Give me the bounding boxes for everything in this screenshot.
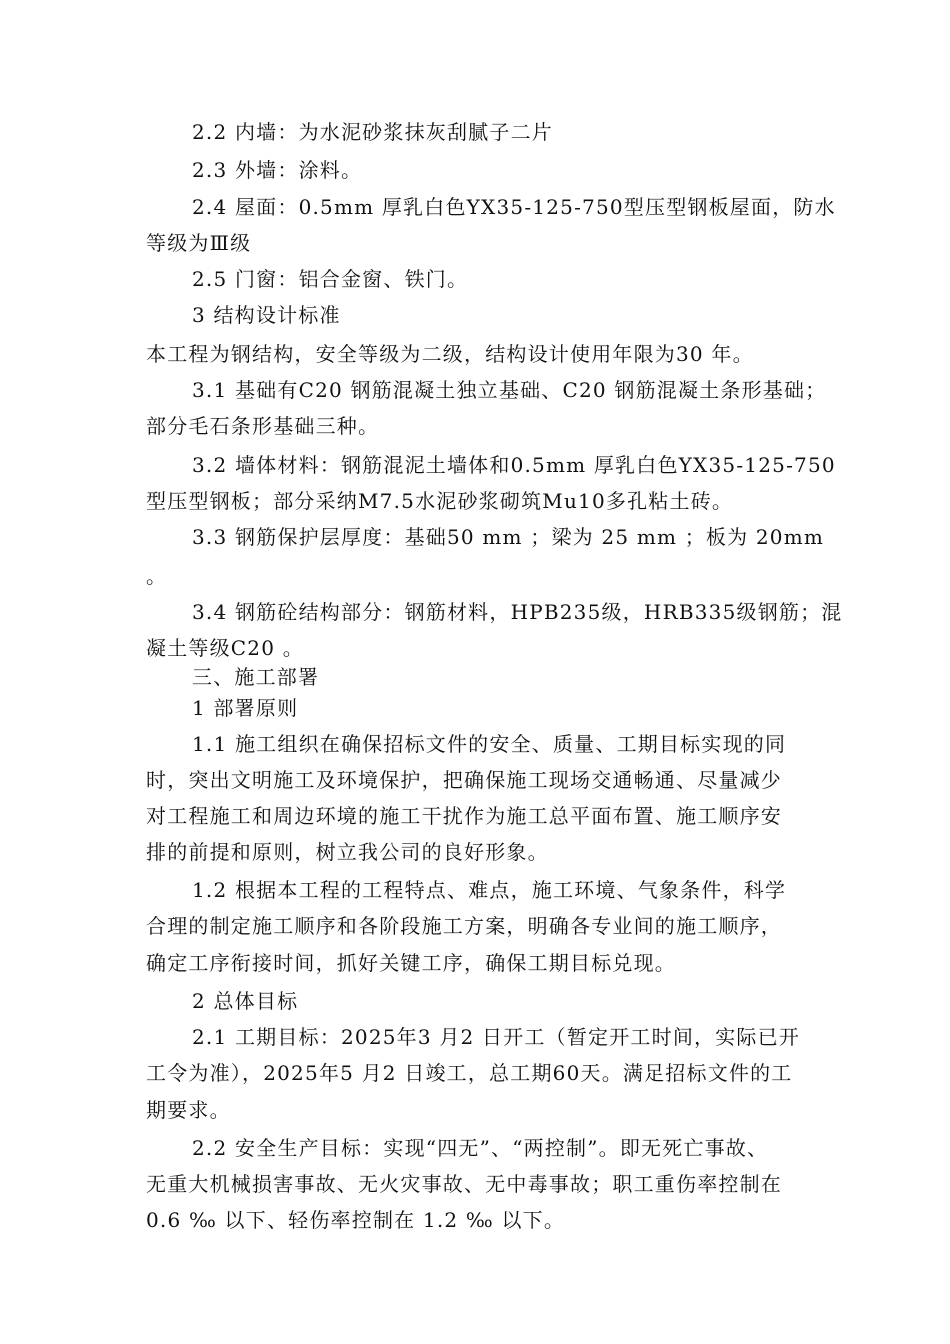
text-line: 1.2 根据本工程的工程特点、难点，施工环境、气象条件，科学 — [192, 878, 787, 902]
text-line: 无重大机械损害事故、无火灾事故、无中毒事故；职工重伤率控制在 — [146, 1172, 782, 1196]
text-line: 确定工序衔接时间，抓好关键工序，确保工期目标兑现。 — [146, 951, 676, 975]
section-heading: 三、施工部署 — [192, 665, 320, 689]
text-line: 3.3 钢筋保护层厚度：基础50 mm ；梁为 25 mm ；板为 20mm — [192, 525, 825, 549]
text-line: 。 — [146, 564, 168, 588]
text-line: 等级为Ⅲ级 — [146, 231, 252, 255]
text-line: 2.2 安全生产目标：实现“四无”、“两控制”。即无死亡事故、 — [192, 1136, 769, 1160]
text-line: 排的前提和原则，树立我公司的良好形象。 — [146, 840, 549, 864]
text-line: 部分毛石条形基础三种。 — [146, 414, 380, 438]
section-heading: 2 总体目标 — [192, 989, 299, 1013]
text-line: 2.1 工期目标：2025年3 月2 日开工（暂定开工时间，实际已开 — [192, 1025, 801, 1049]
text-line: 2.3 外墙：涂料。 — [192, 158, 363, 182]
text-line: 期要求。 — [146, 1098, 231, 1122]
text-line: 2.4 屋面：0.5mm 厚乳白色YX35-125-750型压型钢板屋面，防水 — [192, 195, 836, 219]
section-heading: 3 结构设计标准 — [192, 303, 341, 327]
text-line: 1.1 施工组织在确保招标文件的安全、质量、工期目标实现的同 — [192, 732, 787, 756]
text-line: 3.2 墙体材料：钢筋混泥土墙体和0.5mm 厚乳白色YX35-125-750 — [192, 453, 836, 477]
text-line: 时，突出文明施工及环境保护，把确保施工现场交通畅通、尽量减少 — [146, 768, 782, 792]
text-line: 合理的制定施工顺序和各阶段施工方案，明确各专业间的施工顺序， — [146, 914, 782, 938]
text-line: 3.1 基础有C20 钢筋混凝土独立基础、C20 钢筋混凝土条形基础； — [192, 378, 827, 402]
text-line: 对工程施工和周边环境的施工干扰作为施工总平面布置、施工顺序安 — [146, 804, 782, 828]
text-line: 工令为准），2025年5 月2 日竣工，总工期60天。满足招标文件的工 — [146, 1061, 793, 1085]
text-line: 2.2 内墙：为水泥砂浆抹灰刮腻子二片 — [192, 120, 553, 144]
text-line: 本工程为钢结构，安全等级为二级，结构设计使用年限为30 年。 — [146, 342, 754, 366]
text-line: 3.4 钢筋砼结构部分：钢筋材料，HPB235级，HRB335级钢筋；混 — [192, 600, 843, 624]
text-line: 型压型钢板；部分采纳M7.5水泥砂浆砌筑Mu10多孔粘土砖。 — [146, 489, 734, 513]
text-line: 凝土等级C20 。 — [146, 636, 304, 660]
section-heading: 1 部署原则 — [192, 696, 299, 720]
text-line: 2.5 门窗：铝合金窗、铁门。 — [192, 267, 469, 291]
text-line: 0.6 ‰ 以下、轻伤率控制在 1.2 ‰ 以下。 — [146, 1208, 566, 1232]
